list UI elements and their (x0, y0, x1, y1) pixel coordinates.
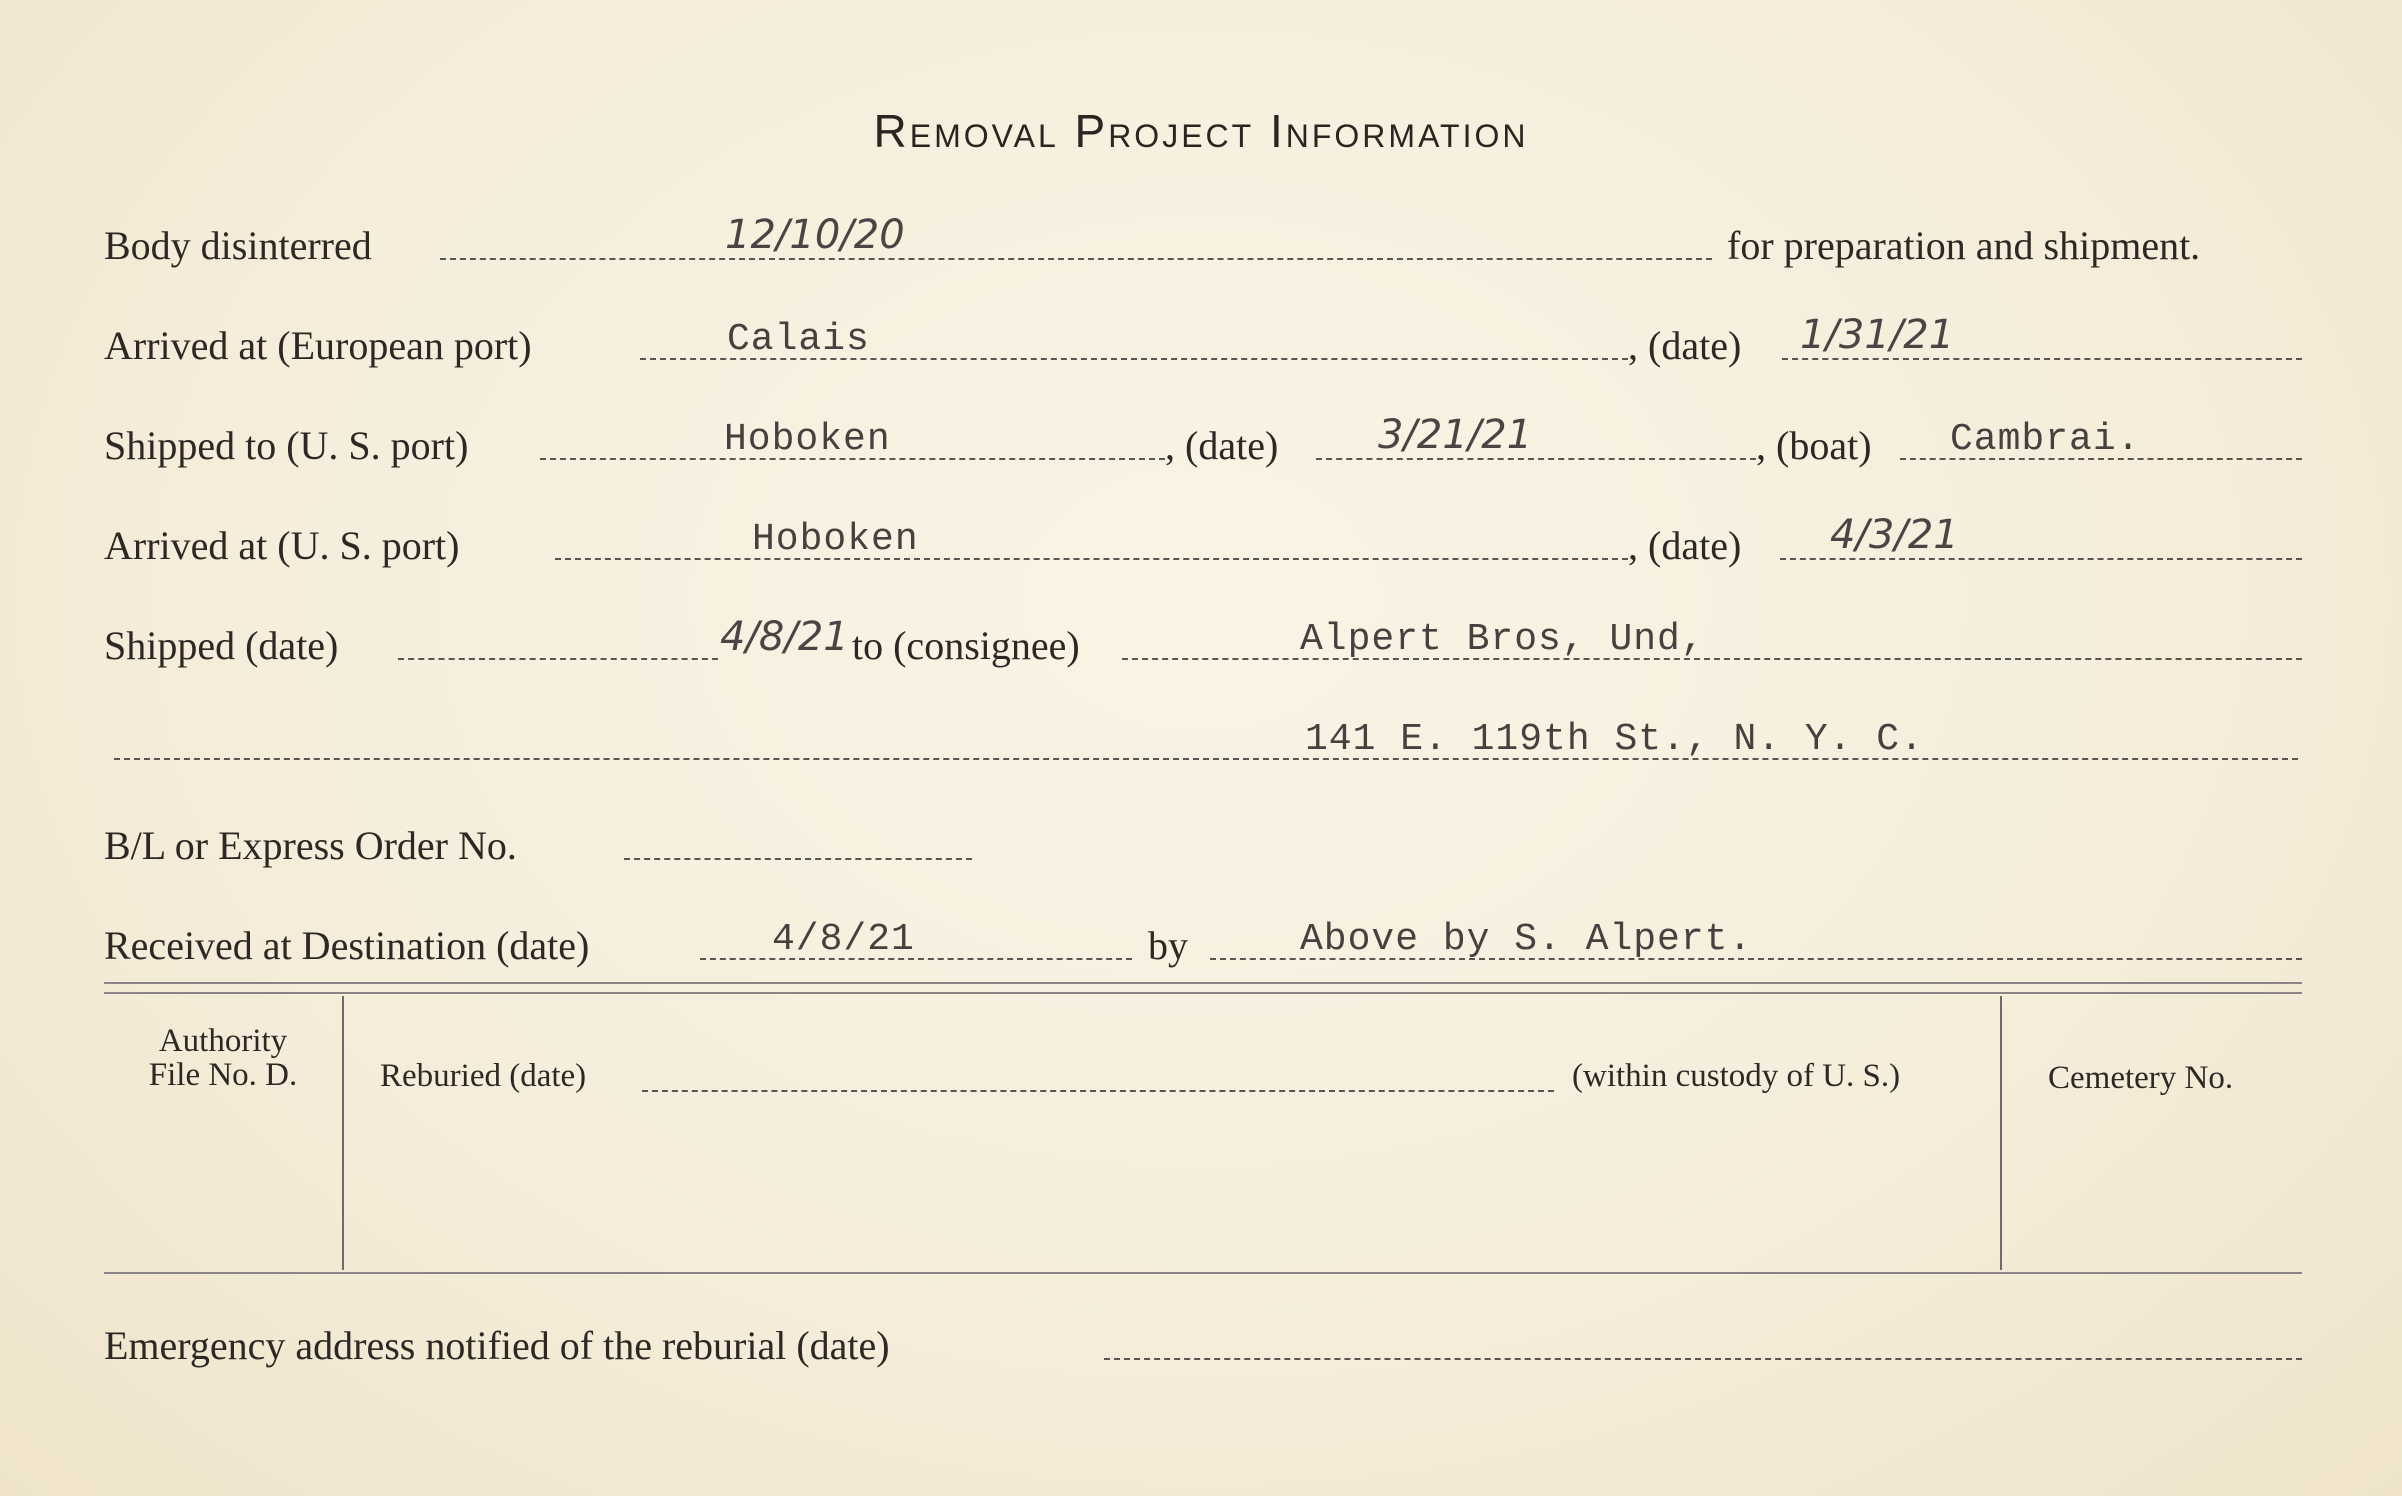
arrived-us-date: 4/3/21 (1830, 512, 1959, 558)
table-top-rule (104, 982, 2302, 984)
emergency-line (1104, 1358, 2302, 1360)
received-by-value: Above by S. Alpert. (1300, 918, 1753, 961)
arrived-us-label: Arrived at (U. S. port) (104, 523, 460, 568)
disinterred-suffix: for preparation and shipment. (1727, 223, 2201, 268)
shipped-us-boat: Cambrai. (1950, 418, 2141, 461)
received-value: 4/8/21 (772, 918, 915, 961)
table-top-rule-2 (104, 992, 2302, 994)
shipped-us-date-label: , (date) (1165, 423, 1279, 468)
authority-label: Authority (158, 1023, 288, 1059)
table-divider-right (2000, 996, 2002, 1270)
cemetery-label: Cemetery No. (2048, 1060, 2234, 1096)
table-bottom-rule (104, 1272, 2302, 1274)
shipped-date-label: Shipped (date) (104, 623, 339, 668)
emergency-label: Emergency address notified of the reburial (date) (104, 1323, 890, 1368)
custody-label: (within custody of U. S.) (1572, 1058, 1901, 1094)
disinterred-value: 12/10/20 (725, 212, 905, 258)
authority-cell (110, 1024, 336, 1092)
shipped-us-boat-label: , (boat) (1756, 423, 1872, 468)
arrived-eu-date-label: , (date) (1628, 323, 1742, 368)
arrived-eu-date-line (1782, 358, 2302, 360)
received-line (700, 958, 1132, 960)
consignee-label: to (consignee) (852, 623, 1080, 668)
arrived-eu-date: 1/31/21 (1800, 312, 1955, 358)
bl-order-label: B/L or Express Order No. (104, 823, 517, 868)
shipped-date-value: 4/8/21 (720, 614, 849, 660)
disinterred-label: Body disinterred (104, 223, 372, 268)
bl-order-line (624, 858, 972, 860)
reburied-label: Reburied (date) (380, 1058, 587, 1094)
consignee-value: Alpert Bros, Und, (1300, 618, 1705, 661)
shipped-us-date-line (1316, 458, 1756, 460)
consignee-address: 141 E. 119th St., N. Y. C. (1305, 718, 1924, 761)
shipped-us-label: Shipped to (U. S. port) (104, 423, 469, 468)
shipped-us-value: Hoboken (724, 418, 891, 461)
consignee-line (1122, 658, 2302, 660)
arrived-eu-label: Arrived at (European port) (104, 323, 532, 368)
received-by-label: by (1148, 923, 1188, 968)
address-line (114, 758, 2298, 760)
shipped-date-line (398, 658, 718, 660)
received-label: Received at Destination (date) (104, 923, 590, 968)
arrived-us-value: Hoboken (752, 518, 919, 561)
disinterred-line (440, 258, 1712, 260)
shipped-us-date: 3/21/21 (1378, 412, 1533, 458)
reburied-line (642, 1090, 1554, 1092)
arrived-us-line (555, 558, 1628, 560)
arrived-eu-value: Calais (727, 318, 870, 361)
file-no-label: File No. D. (148, 1057, 298, 1093)
table-divider-left (342, 996, 344, 1270)
arrived-us-date-line (1780, 558, 2302, 560)
card-title: Removal Project Information (873, 105, 1529, 157)
arrived-us-date-label: , (date) (1628, 523, 1742, 568)
